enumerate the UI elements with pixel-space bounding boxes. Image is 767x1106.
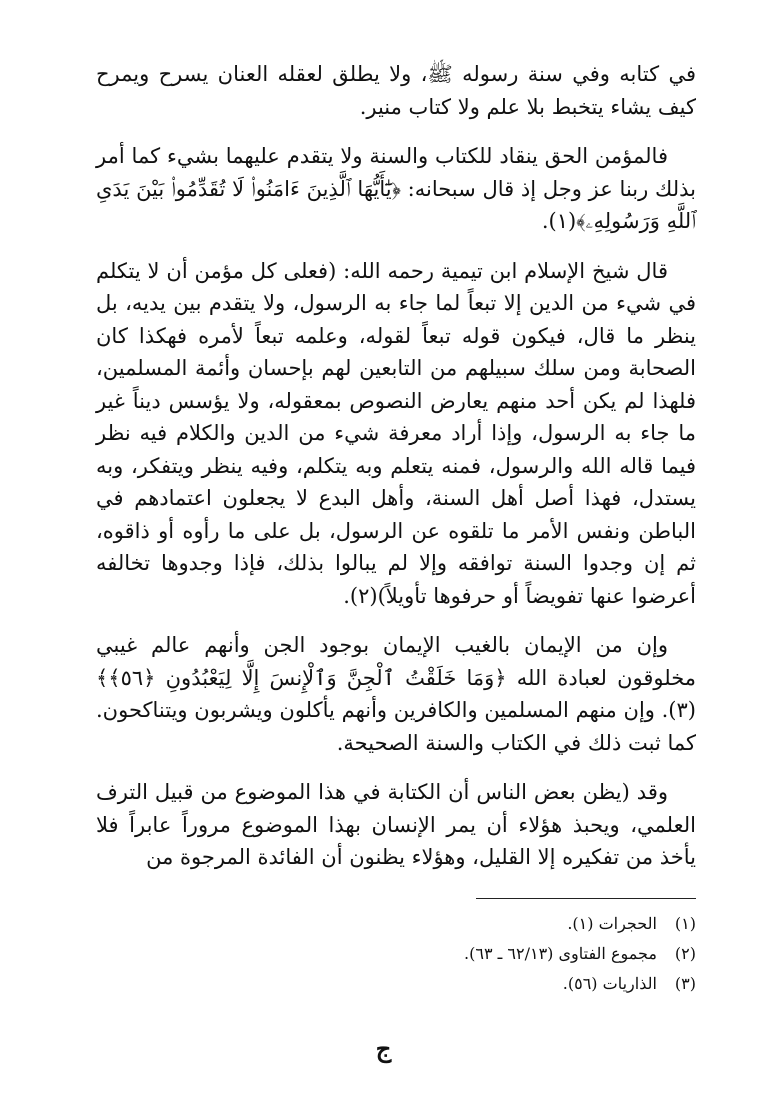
- paragraph: وقد (يظن بعض الناس أن الكتابة في هذا الموضوع من قبيل الترف العلمي، ويحبذ هؤلاء أن يمر الإنسان بهذا الموضوع مروراً عابراً فلا يأخذ من تفكيره إلا القليل، وهؤلاء يظنون أن الفائدة المرجوة من: [96, 780, 696, 869]
- footnote: [96, 969, 696, 999]
- paragraph: قال شيخ الإسلام ابن تيمية رحمه الله: (فعلى كل مؤمن أن لا يتكلم في شيء من الدين إلا تبعاً لما جاء به الرسول، ولا يتقدم بين يديه، بل ينظر ما قال، فيكون قوله تبعاً لقوله، وعلمه تبعاً لأمره فهكذا كان الصحابة ومن سلك سبيلهم من التابعين لهم بإحسان وأئمة المسلمين، فلهذا لم يكن أحد منهم يعارض النصوص بمعقوله، ولا يؤسس ديناً غير ما جاء به الرسول، وإذا أراد معرفة شيء من الدين والكلام فيه نظر فيما قاله الله والرسول، فمنه يتعلم وبه يتكلم، وفيه ينظر ويتفكر، وبه يستدل، فهذا أصل أهل السنة، وأهل البدع لا يجعلون اعتمادهم في الباطن ونفس الأمر ما تلقوه عن الرسول، بل على ما رأوه أو ذاقوه، ثم إن وجدوا السنة توافقه وإلا لم يبالوا بذلك، فإذا وجدوها تخالفه أعرضوا عنها تفويضاً أو حرفوها تأويلاً)(٢).: [96, 258, 696, 608]
- footnote-number: (٢): [674, 944, 696, 963]
- footnote-divider: [476, 898, 696, 899]
- footnote-text: مجموع الفتاوى (٦٢/١٣ ـ ٦٣).: [464, 944, 657, 963]
- footnotes: [96, 898, 696, 999]
- footnote-number: (٣): [674, 974, 696, 993]
- footnote-number: (١): [674, 914, 696, 933]
- paragraph: في كتابه وفي سنة رسوله ﷺ، ولا يطلق لعقله العنان يسرح ويمرح كيف يشاء يتخبط بلا علم ولا كتاب منير.: [96, 62, 696, 119]
- main-text: [96, 58, 696, 891]
- footnote-text: الحجرات (١).: [567, 914, 657, 933]
- footnote: [96, 909, 696, 939]
- page-number: ج: [375, 1034, 392, 1063]
- paragraph: فالمؤمن الحق ينقاد للكتاب والسنة ولا يتقدم عليهما بشيء كما أمر بذلك ربنا عز وجل إذ قال سبحانه: ﴿يَٰٓأَيُّهَا ٱلَّذِينَ ءَامَنُوا۟ لَا تُقَدِّمُوا۟ بَيْنَ يَدَىِ ٱللَّهِ وَرَسُولِهِۦ﴾(١).: [96, 144, 696, 233]
- footnote: [96, 939, 696, 969]
- paragraph: وإن من الإيمان بالغيب الإيمان بوجود الجن وأنهم عالم غيبي مخلوقون لعبادة الله ﴿وَمَا خَلَقْتُ ٱلْجِنَّ وَٱلْإِنسَ إِلَّا لِيَعْبُدُونِ ﴿٥٦﴾﴾(٣). وإن منهم المسلمين والكافرين وأنهم يأكلون ويشربون ويتناكحون. كما ثبت ذلك في الكتاب والسنة الصحيحة.: [96, 633, 696, 755]
- footnote-text: الذاريات (٥٦).: [562, 974, 657, 993]
